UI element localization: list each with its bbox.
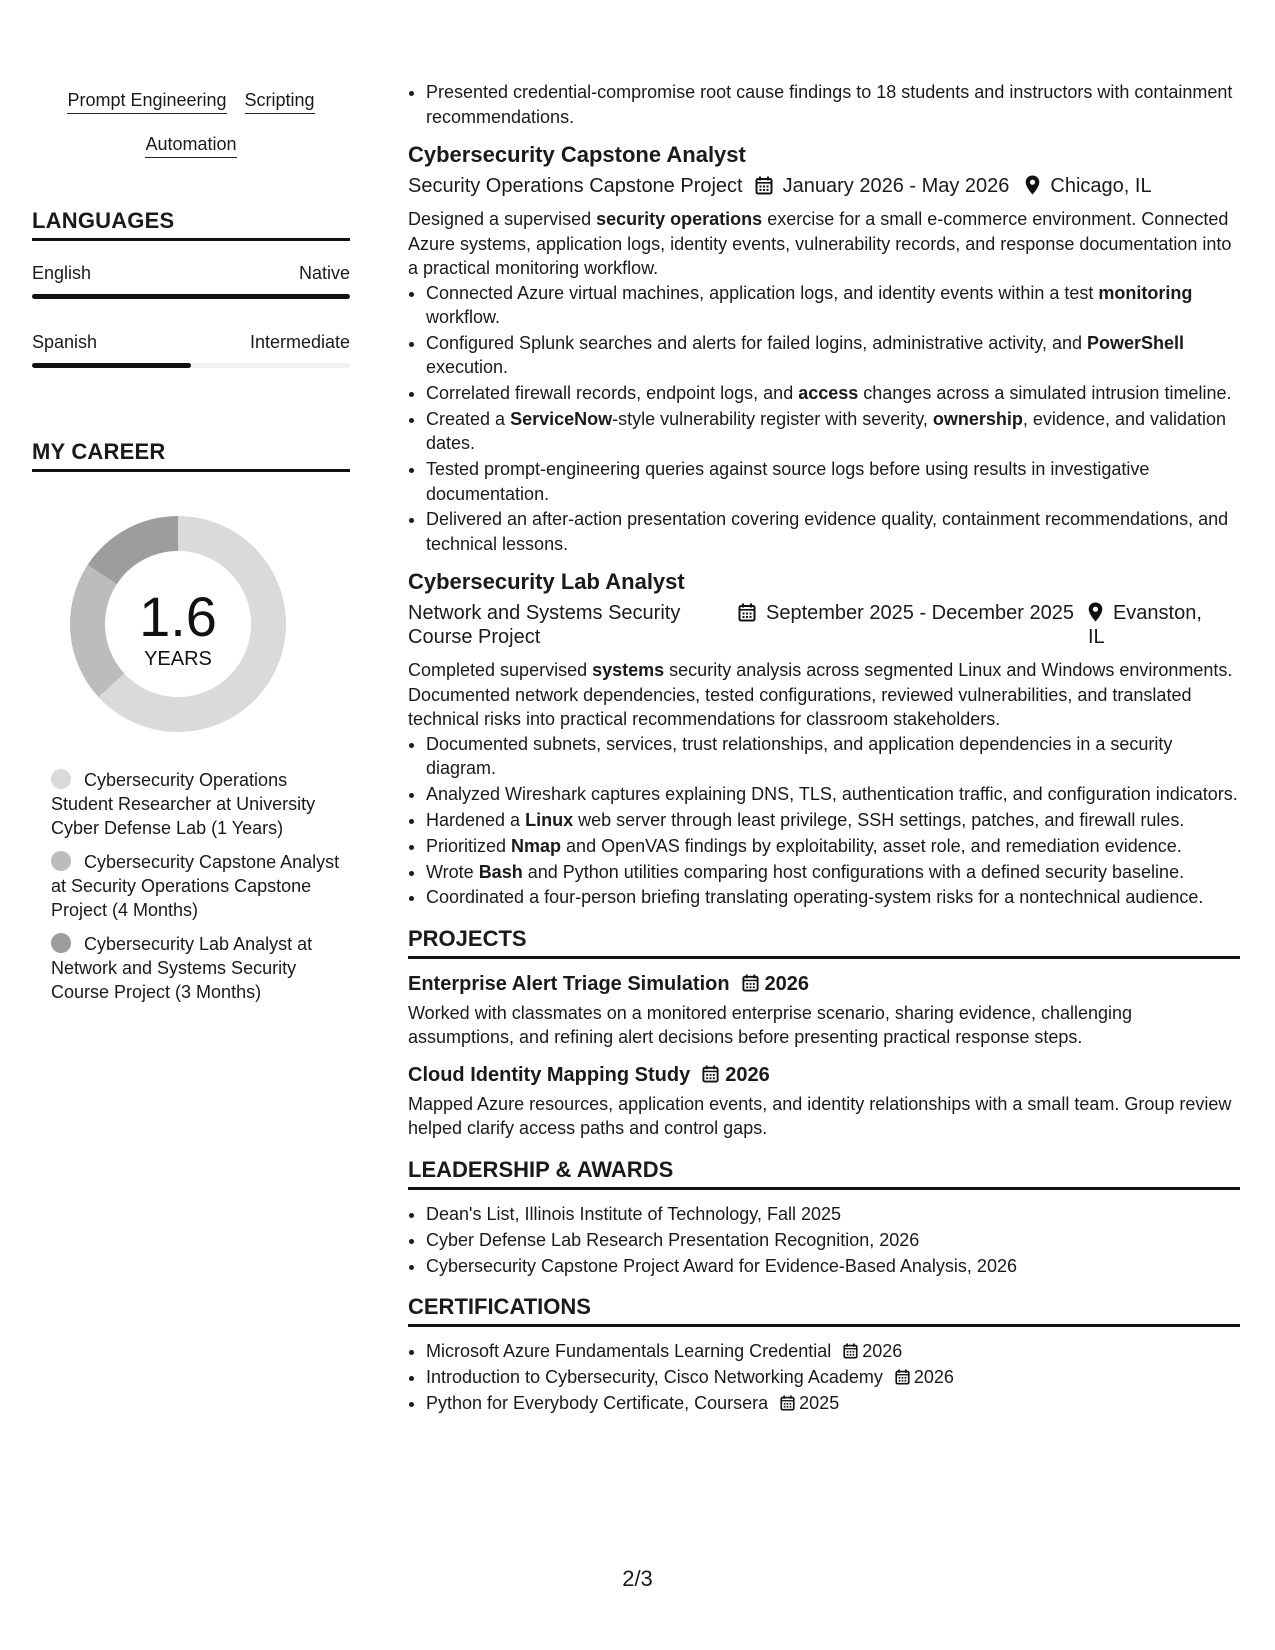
certification-item: • Introduction to Cybersecurity, Cisco Networking Academy 2026 bbox=[426, 1365, 1240, 1390]
calendar-icon bbox=[742, 974, 759, 992]
bullet-item: • Documented subnets, services, trust relationships, and application dependencies in a security diagram. bbox=[426, 732, 1240, 781]
certification-item: • Python for Everybody Certificate, Coursera 2025 bbox=[426, 1391, 1240, 1416]
calendar-icon bbox=[895, 1369, 910, 1385]
certification-year: 2026 bbox=[913, 1366, 954, 1387]
job-dates-text: September 2025 - December 2025 bbox=[766, 602, 1074, 625]
career-legend-label: Cybersecurity Operations Student Researcher at University Cyber Defense Lab (1 Years) bbox=[51, 770, 316, 838]
job-location-text: Evanston, IL bbox=[1087, 602, 1202, 649]
career-total-value: 1.6 bbox=[139, 585, 217, 648]
bullet-item: • Correlated firewall records, endpoint logs, and access changes across a simulated intrusion timeline. bbox=[426, 381, 1240, 406]
skill-tag: Automation bbox=[145, 132, 236, 158]
job-dates bbox=[755, 174, 1010, 198]
skill-tag: Scripting bbox=[245, 88, 315, 114]
project-description: Worked with classmates on a monitored enterprise scenario, sharing evidence, challenging assumptions, and refining alert decisions before presenting practical response steps. bbox=[408, 1002, 1133, 1048]
language-proficiency-bar bbox=[32, 363, 350, 368]
legend-dot bbox=[51, 769, 71, 789]
career-total-unit: YEARS bbox=[144, 648, 212, 670]
project-title: Cloud Identity Mapping Study 2026 bbox=[408, 1063, 770, 1086]
career-legend-label: Cybersecurity Capstone Analyst at Security Operations Capstone Project (4 Months) bbox=[51, 852, 340, 920]
language-level: Native bbox=[298, 263, 350, 283]
job-title: Cybersecurity Lab Analyst bbox=[408, 569, 685, 595]
job-location-text: Chicago, IL bbox=[1050, 175, 1152, 197]
location-pin-icon bbox=[1025, 175, 1040, 195]
language-item bbox=[32, 330, 350, 368]
calendar-icon bbox=[780, 1395, 795, 1411]
calendar-icon bbox=[843, 1343, 858, 1359]
award-item: • Cyber Defense Lab Research Presentation Recognition, 2026 bbox=[426, 1228, 1240, 1253]
job-location bbox=[1088, 601, 1206, 649]
job-bullets bbox=[408, 732, 1240, 910]
job-org: Network and Systems Security Course Project bbox=[408, 602, 681, 649]
career-legend-label: Cybersecurity Lab Analyst at Network and Systems Security Course Project (3 Months) bbox=[51, 934, 313, 1002]
job-description: Completed supervised systems security analysis across segmented Linux and Windows environments. Documented network dependencies, tested configurations, reviewed vulnerabilities, and translated technical risks into practical recommendations for classroom stakeholders. bbox=[408, 660, 1233, 730]
projects-heading: PROJECTS bbox=[408, 926, 1240, 959]
job-title: Cybersecurity Capstone Analyst bbox=[408, 142, 746, 167]
certifications-list bbox=[408, 1339, 1240, 1415]
job-description: Designed a supervised security operations exercise for a small e-commerce environment. Connected Azure systems, application logs, identity events, vulnerability records, and response documentation into a practical monitoring workflow. bbox=[408, 209, 1232, 278]
certification-year: 2025 bbox=[799, 1392, 840, 1413]
job-meta bbox=[408, 174, 1240, 198]
sidebar bbox=[32, 88, 350, 1014]
calendar-icon bbox=[738, 603, 756, 622]
donut-segment-2 bbox=[70, 565, 124, 697]
languages-heading: LANGUAGES bbox=[32, 208, 350, 241]
bullet-item: • Configured Splunk searches and alerts for failed logins, administrative activity, and PowerShell execution. bbox=[426, 331, 1240, 380]
career-heading: MY CAREER bbox=[32, 439, 350, 472]
bullet-item: • Wrote Bash and Python utilities comparing host configurations with a defined security baseline. bbox=[426, 860, 1240, 885]
career-legend-item bbox=[51, 850, 341, 922]
language-name: Spanish bbox=[32, 332, 98, 352]
project-year: 2026 bbox=[764, 972, 810, 995]
bullet-item: • Hardened a Linux web server through least privilege, SSH settings, patches, and firewall rules. bbox=[426, 808, 1240, 833]
award-item: • Cybersecurity Capstone Project Award for Evidence-Based Analysis, 2026 bbox=[426, 1254, 1240, 1279]
job-bullets bbox=[408, 281, 1240, 557]
job-meta bbox=[408, 601, 1240, 649]
bullet-item: • Tested prompt-engineering queries against source logs before using results in investigative documentation. bbox=[426, 457, 1240, 506]
calendar-icon bbox=[702, 1065, 719, 1083]
certification-year: 2026 bbox=[862, 1341, 903, 1362]
leadership-list bbox=[408, 1202, 1240, 1278]
leadership-heading: LEADERSHIP & AWARDS bbox=[408, 1157, 1240, 1190]
page-number: 2/3 bbox=[622, 1566, 653, 1591]
language-level: Intermediate bbox=[249, 332, 350, 352]
bullet-item: • Prioritized Nmap and OpenVAS findings by exploitability, asset role, and remediation evidence. bbox=[426, 834, 1240, 859]
career-legend bbox=[32, 768, 350, 1004]
experience-bullets bbox=[408, 80, 1240, 129]
job-org: Security Operations Capstone Project bbox=[408, 175, 743, 197]
award-item: • Dean's List, Illinois Institute of Technology, Fall 2025 bbox=[426, 1202, 1240, 1227]
calendar-icon bbox=[755, 176, 773, 195]
legend-dot bbox=[51, 851, 71, 871]
bullet-item: • Connected Azure virtual machines, application logs, and identity events within a test monitoring workflow. bbox=[426, 281, 1240, 330]
career-legend-item bbox=[51, 932, 341, 1004]
language-proficiency-fill bbox=[32, 294, 350, 299]
language-proficiency-bar bbox=[32, 294, 350, 299]
certifications-heading: CERTIFICATIONS bbox=[408, 1294, 1240, 1327]
bullet-item: • Presented credential-compromise root cause findings to 18 students and instructors with containment recommendations. bbox=[426, 80, 1240, 129]
bullet-item: • Created a ServiceNow-style vulnerability register with severity, ownership, evidence, and validation dates. bbox=[426, 407, 1240, 456]
project-year: 2026 bbox=[725, 1063, 770, 1086]
bullet-item: • Coordinated a four-person briefing translating operating-system risks for a nontechnical audience. bbox=[426, 885, 1240, 910]
language-proficiency-fill bbox=[32, 363, 191, 368]
language-name: English bbox=[32, 263, 92, 283]
location-pin-icon bbox=[1088, 602, 1103, 622]
bullet-item: • Delivered an after-action presentation covering evidence quality, containment recommendations, and technical lessons. bbox=[426, 507, 1240, 556]
project-title: Enterprise Alert Triage Simulation 2026 bbox=[408, 972, 810, 995]
career-donut-chart bbox=[66, 512, 290, 736]
main-content bbox=[408, 80, 1240, 1416]
skills-list bbox=[32, 88, 350, 158]
career-legend-item bbox=[51, 768, 341, 840]
bullet-item: • Analyzed Wireshark captures explaining DNS, TLS, authentication traffic, and configuration indicators. bbox=[426, 782, 1240, 807]
job-dates-text: January 2026 - May 2026 bbox=[782, 175, 1010, 197]
legend-dot bbox=[51, 933, 71, 953]
skill-tag: Prompt Engineering bbox=[67, 88, 226, 114]
certification-item: • Microsoft Azure Fundamentals Learning Credential 2026 bbox=[426, 1339, 1240, 1364]
language-item bbox=[32, 261, 350, 299]
job-location bbox=[1025, 174, 1151, 198]
job-dates bbox=[738, 601, 1074, 649]
project-description: Mapped Azure resources, application events, and identity relationships with a small team. Group review helped clarify access paths and control gaps. bbox=[408, 1093, 1232, 1139]
